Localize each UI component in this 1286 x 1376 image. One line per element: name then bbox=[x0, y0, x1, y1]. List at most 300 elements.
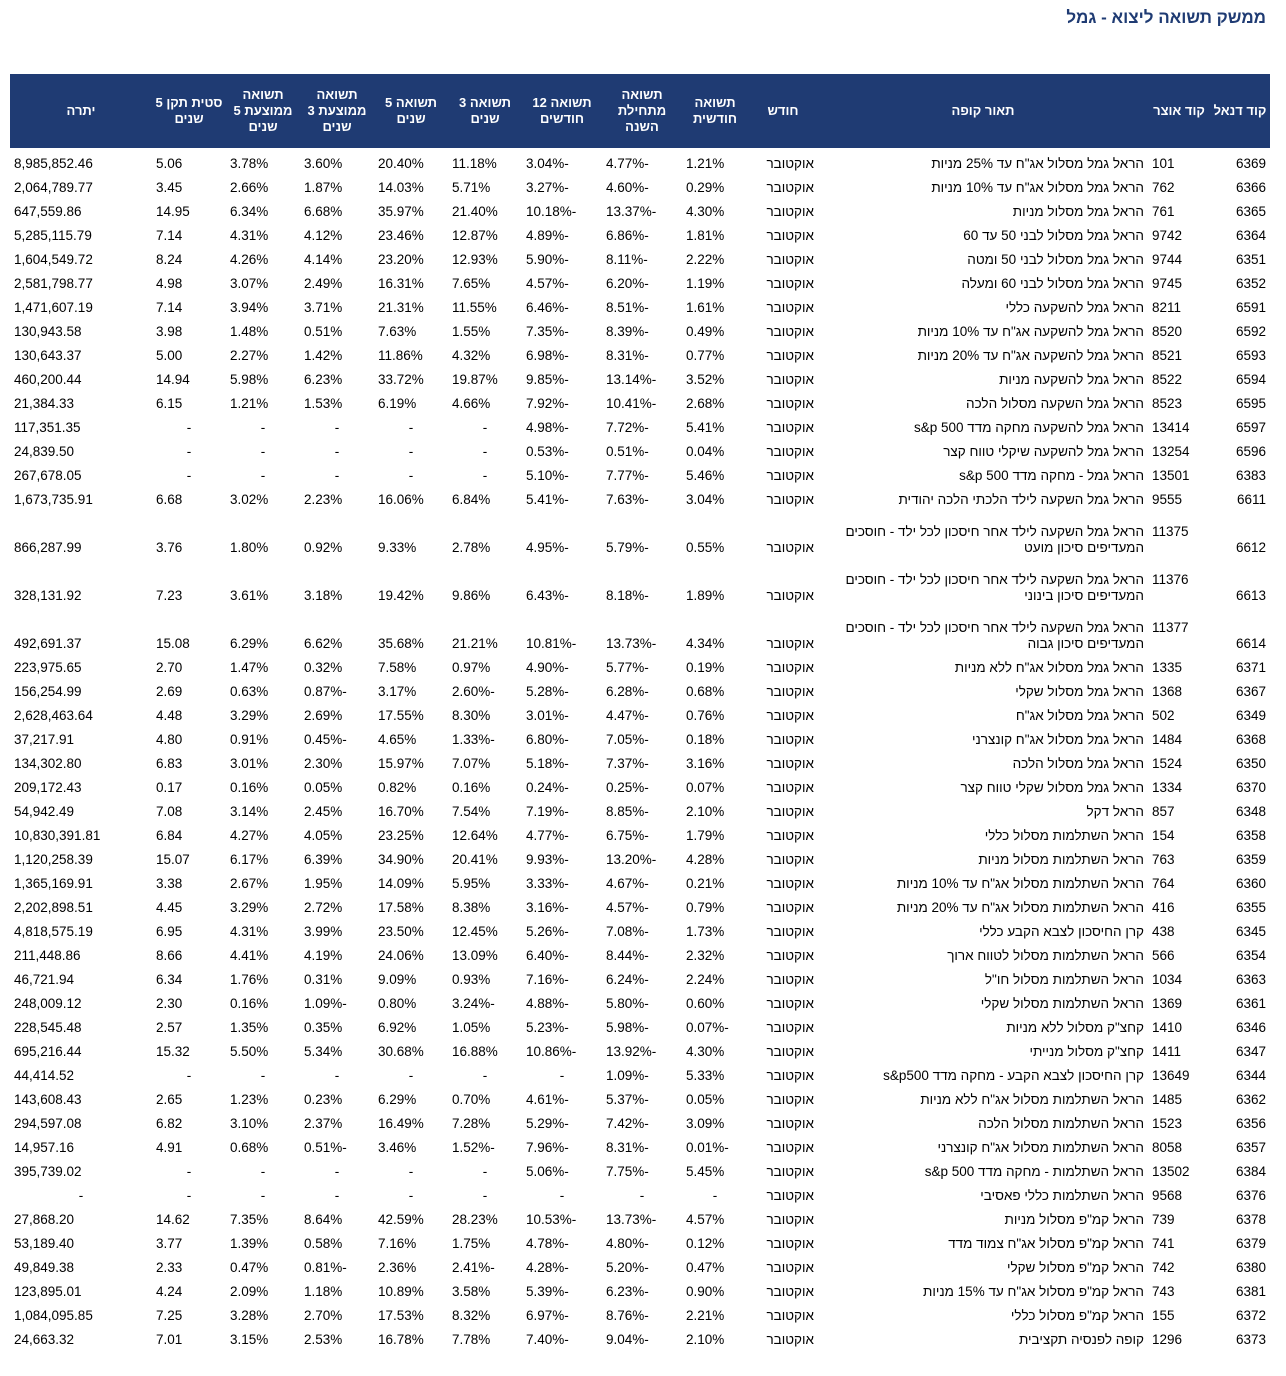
balance-cell: 2,628,463.64 bbox=[14, 708, 93, 723]
return-3y-cell: 12.64% bbox=[452, 828, 498, 843]
fund-description-cell: הראל גמל השקעה לילד אחר חיסכון לכל ילד - חוסכים המעדיפים סיכון בינוני bbox=[845, 572, 1144, 603]
fund-description-cell: הראל השתלמות מסלול חו"ל bbox=[984, 972, 1144, 987]
return-12m-cell: -5.28% bbox=[526, 684, 569, 699]
return-5y-cell: 14.03% bbox=[378, 180, 424, 195]
return-3y-cell: 7.54% bbox=[452, 804, 491, 819]
monthly-return-cell: 0.79% bbox=[686, 900, 725, 915]
month-cell: אוקטובר bbox=[766, 1236, 814, 1251]
monthly-return-cell: 0.07% bbox=[686, 780, 725, 795]
return-12m-cell: -4.28% bbox=[526, 1260, 569, 1275]
avg-return-3y-cell: 4.05% bbox=[304, 828, 343, 843]
ytd-return-cell: -13.14% bbox=[606, 372, 657, 387]
return-3y-cell: 28.23% bbox=[452, 1212, 498, 1227]
avg-return-5y-cell: - bbox=[260, 468, 266, 483]
balance-cell: 53,189.40 bbox=[14, 1236, 75, 1251]
return-12m-cell: -3.33% bbox=[526, 876, 569, 891]
danal-code-cell: 6592 bbox=[1235, 324, 1266, 339]
return-5y-cell: 3.46% bbox=[378, 1140, 417, 1155]
danal-code-cell: 6352 bbox=[1235, 276, 1266, 291]
treasury-code-cell: 1368 bbox=[1152, 684, 1183, 699]
month-cell: אוקטובר bbox=[766, 204, 814, 219]
return-3y-cell: - bbox=[482, 468, 488, 483]
fund-description-cell: הראל קמ"פ מסלול אג"ח צמוד מדד bbox=[948, 1236, 1144, 1251]
monthly-return-cell: 2.21% bbox=[686, 1308, 725, 1323]
danal-code-cell: 6360 bbox=[1235, 876, 1266, 891]
avg-return-5y-cell: 1.35% bbox=[230, 1020, 269, 1035]
return-12m-cell: -6.46% bbox=[526, 300, 569, 315]
balance-cell: 143,608.43 bbox=[14, 1092, 82, 1107]
table-row bbox=[10, 700, 1270, 724]
return-5y-cell: 21.31% bbox=[378, 300, 424, 315]
table-row bbox=[10, 1204, 1270, 1228]
fund-description-cell: הראל גמל מסלול אג"ח עד 10% מניות bbox=[931, 180, 1144, 195]
balance-cell: 328,131.92 bbox=[14, 588, 82, 603]
treasury-code-cell: 857 bbox=[1152, 804, 1175, 819]
stdev-5y-cell: 8.66 bbox=[156, 948, 183, 963]
stdev-5y-cell: 4.24 bbox=[156, 1284, 183, 1299]
return-5y-cell: 2.36% bbox=[378, 1260, 417, 1275]
avg-return-3y-cell: 1.42% bbox=[304, 348, 343, 363]
stdev-5y-cell: 3.77 bbox=[156, 1236, 183, 1251]
avg-return-5y-cell: 0.63% bbox=[230, 684, 269, 699]
avg-return-5y-cell: 3.01% bbox=[230, 756, 269, 771]
danal-code-cell: 6378 bbox=[1235, 1212, 1266, 1227]
return-5y-cell: 9.33% bbox=[378, 540, 417, 555]
fund-description-cell: קחצ"ק מסלול מנייתי bbox=[1029, 1044, 1144, 1059]
monthly-return-cell: 1.73% bbox=[686, 924, 725, 939]
return-5y-cell: 17.58% bbox=[378, 900, 424, 915]
table-row bbox=[10, 148, 1270, 172]
monthly-return-cell: 4.34% bbox=[686, 636, 725, 651]
treasury-code-cell: 764 bbox=[1152, 876, 1175, 891]
return-3y-cell: 8.38% bbox=[452, 900, 491, 915]
month-cell: אוקטובר bbox=[766, 1020, 814, 1035]
fund-description-cell: קרן החיסכון לצבא הקבע כללי bbox=[979, 924, 1144, 939]
balance-cell: 647,559.86 bbox=[14, 204, 82, 219]
ytd-return-cell: -9.04% bbox=[606, 1332, 649, 1347]
table-row bbox=[10, 172, 1270, 196]
table-row bbox=[10, 220, 1270, 244]
month-cell: אוקטובר bbox=[766, 684, 814, 699]
avg-return-3y-cell: 2.37% bbox=[304, 1116, 343, 1131]
monthly-return-cell: 0.04% bbox=[686, 444, 725, 459]
fund-description-cell: הראל קמ"פ מסלול מניות bbox=[1004, 1212, 1144, 1227]
avg-return-5y-cell: 0.16% bbox=[230, 780, 269, 795]
monthly-return-cell: - bbox=[712, 1188, 718, 1203]
return-12m-cell: -6.40% bbox=[526, 948, 569, 963]
return-12m-cell: -5.41% bbox=[526, 492, 569, 507]
page-title: ממשק תשואה ליצוא - גמל bbox=[1066, 8, 1266, 27]
monthly-return-cell: 0.77% bbox=[686, 348, 725, 363]
avg-return-5y-cell: 3.07% bbox=[230, 276, 269, 291]
treasury-code-cell: 1524 bbox=[1152, 756, 1183, 771]
fund-description-cell: הראל השתלמות מסלול אג"ח קונצרני bbox=[937, 1140, 1144, 1155]
avg-return-3y-cell: 2.72% bbox=[304, 900, 343, 915]
return-12m-cell: -9.93% bbox=[526, 852, 569, 867]
fund-description-cell: הראל גמל להשקעה שיקלי טווח קצר bbox=[943, 444, 1144, 459]
return-3y-cell: 11.55% bbox=[452, 300, 497, 315]
return-5y-cell: 10.89% bbox=[378, 1284, 424, 1299]
fund-description-cell: הראל קמ"פ מסלול אג"ח עד 15% מניות bbox=[923, 1284, 1144, 1299]
balance-cell: 14,957.16 bbox=[14, 1140, 75, 1155]
danal-code-cell: 6614 bbox=[1235, 636, 1266, 651]
stdev-5y-cell: 7.14 bbox=[156, 228, 183, 243]
treasury-code-cell: 13502 bbox=[1152, 1164, 1190, 1179]
month-cell: אוקטובר bbox=[766, 348, 814, 363]
month-cell: אוקטובר bbox=[766, 948, 814, 963]
ytd-return-cell: -8.31% bbox=[606, 348, 649, 363]
fund-description-cell: הראל גמל מסלול לבני 50 ומטה bbox=[967, 252, 1144, 267]
fund-description-cell: קרן החיסכון לצבא הקבע - מחקה מדד s&p500 bbox=[883, 1068, 1144, 1083]
return-3y-cell: 4.32% bbox=[452, 348, 491, 363]
return-5y-cell: 24.06% bbox=[378, 948, 424, 963]
avg-return-5y-cell: 1.21% bbox=[230, 396, 269, 411]
ytd-return-cell: -4.60% bbox=[606, 180, 649, 195]
fund-description-cell: הראל גמל מסלול אג"ח ללא מניות bbox=[954, 660, 1144, 675]
ytd-return-cell: -5.37% bbox=[606, 1092, 649, 1107]
monthly-return-cell: 0.05% bbox=[686, 1092, 725, 1107]
stdev-5y-cell: 6.34 bbox=[156, 972, 183, 987]
ytd-return-cell: -1.09% bbox=[606, 1068, 649, 1083]
return-12m-cell: -4.89% bbox=[526, 228, 569, 243]
monthly-return-cell: 3.52% bbox=[686, 372, 725, 387]
month-cell: אוקטובר bbox=[766, 324, 814, 339]
return-5y-cell: 35.68% bbox=[378, 636, 424, 651]
balance-cell: 294,597.08 bbox=[14, 1116, 82, 1131]
table-row bbox=[10, 964, 1270, 988]
return-3y-cell: 1.55% bbox=[452, 324, 491, 339]
balance-cell: 8,985,852.46 bbox=[14, 156, 93, 171]
balance-cell: 27,868.20 bbox=[14, 1212, 75, 1227]
fund-description-cell: הראל גמל מסלול שקלי bbox=[1015, 684, 1144, 699]
return-12m-cell: -5.10% bbox=[526, 468, 569, 483]
stdev-5y-cell: - bbox=[186, 420, 192, 435]
fund-description-cell: הראל גמל - מחקה מדד s&p 500 bbox=[959, 468, 1144, 483]
month-cell: אוקטובר bbox=[766, 1260, 814, 1275]
fund-description-cell: הראל השתלמות מסלול מניות bbox=[978, 852, 1144, 867]
avg-return-3y-cell: -1.09% bbox=[304, 996, 347, 1011]
header-avg-3y-return: תשואה ממוצעת 3 שנים bbox=[300, 74, 374, 148]
monthly-return-cell: 0.76% bbox=[686, 708, 725, 723]
month-cell: אוקטובר bbox=[766, 444, 814, 459]
table-row bbox=[10, 268, 1270, 292]
return-3y-cell: 1.05% bbox=[452, 1020, 491, 1035]
month-cell: אוקטובר bbox=[766, 660, 814, 675]
month-cell: אוקטובר bbox=[766, 972, 814, 987]
return-3y-cell: 7.28% bbox=[452, 1116, 491, 1131]
return-5y-cell: - bbox=[408, 420, 414, 435]
stdev-5y-cell: 7.25 bbox=[156, 1308, 183, 1323]
month-cell: אוקטובר bbox=[766, 1164, 814, 1179]
month-cell: אוקטובר bbox=[766, 780, 814, 795]
fund-description-cell: הראל גמל להשקעה מחקה מדד s&p 500 bbox=[913, 420, 1144, 435]
ytd-return-cell: -8.18% bbox=[606, 588, 649, 603]
balance-cell: 267,678.05 bbox=[14, 468, 82, 483]
month-cell: אוקטובר bbox=[766, 180, 814, 195]
ytd-return-cell: -13.20% bbox=[606, 852, 657, 867]
treasury-code-cell: 438 bbox=[1152, 924, 1175, 939]
avg-return-3y-cell: 2.49% bbox=[304, 276, 343, 291]
balance-cell: 54,942.49 bbox=[14, 804, 75, 819]
danal-code-cell: 6379 bbox=[1235, 1236, 1266, 1251]
balance-cell: 211,448.86 bbox=[14, 948, 81, 963]
stdev-5y-cell: 3.76 bbox=[156, 540, 183, 555]
month-cell: אוקטובר bbox=[766, 852, 814, 867]
avg-return-5y-cell: - bbox=[260, 1188, 266, 1203]
stdev-5y-cell: 4.80 bbox=[156, 732, 183, 747]
avg-return-3y-cell: -0.81% bbox=[304, 1260, 347, 1275]
return-5y-cell: 17.55% bbox=[378, 708, 424, 723]
avg-return-3y-cell: 1.18% bbox=[304, 1284, 343, 1299]
danal-code-cell: 6384 bbox=[1235, 1164, 1266, 1179]
header-5y-return: תשואה 5 שנים bbox=[374, 74, 448, 148]
monthly-return-cell: 1.21% bbox=[686, 156, 725, 171]
ytd-return-cell: -8.51% bbox=[606, 300, 649, 315]
balance-cell: 134,302.80 bbox=[14, 756, 82, 771]
treasury-code-cell: 9742 bbox=[1152, 228, 1183, 243]
danal-code-cell: 6361 bbox=[1235, 996, 1266, 1011]
month-cell: אוקטובר bbox=[766, 756, 814, 771]
return-3y-cell: 3.58% bbox=[452, 1284, 491, 1299]
month-cell: אוקטובר bbox=[766, 252, 814, 267]
avg-return-3y-cell: 2.70% bbox=[304, 1308, 343, 1323]
return-3y-cell: 5.95% bbox=[452, 876, 491, 891]
return-12m-cell: -7.19% bbox=[526, 804, 569, 819]
stdev-5y-cell: 5.00 bbox=[156, 348, 183, 363]
month-cell: אוקטובר bbox=[766, 228, 814, 243]
avg-return-5y-cell: 4.26% bbox=[230, 252, 269, 267]
fund-description-cell: הראל השתלמות מסלול אג"ח עד 20% מניות bbox=[896, 900, 1144, 915]
avg-return-5y-cell: 3.15% bbox=[230, 1332, 269, 1347]
return-3y-cell: 8.30% bbox=[452, 708, 491, 723]
balance-cell: 228,545.48 bbox=[14, 1020, 82, 1035]
avg-return-5y-cell: 5.98% bbox=[230, 372, 269, 387]
avg-return-3y-cell: 3.18% bbox=[304, 588, 343, 603]
monthly-return-cell: 0.47% bbox=[686, 1260, 725, 1275]
treasury-code-cell: 1485 bbox=[1152, 1092, 1183, 1107]
avg-return-5y-cell: - bbox=[260, 420, 266, 435]
ytd-return-cell: -5.80% bbox=[606, 996, 649, 1011]
table-row bbox=[10, 1228, 1270, 1252]
avg-return-3y-cell: - bbox=[334, 1164, 340, 1179]
avg-return-5y-cell: 3.10% bbox=[230, 1116, 269, 1131]
fund-description-cell: הראל גמל מסלול שקלי טווח קצר bbox=[960, 780, 1144, 795]
ytd-return-cell: -4.77% bbox=[606, 156, 649, 171]
stdev-5y-cell: 2.30 bbox=[156, 996, 183, 1011]
danal-code-cell: 6591 bbox=[1235, 300, 1266, 315]
header-avg-5y-return: תשואה ממוצעת 5 שנים bbox=[226, 74, 300, 148]
stdev-5y-cell: 4.48 bbox=[156, 708, 183, 723]
treasury-code-cell: 13649 bbox=[1152, 1068, 1190, 1083]
table-row bbox=[10, 1276, 1270, 1300]
treasury-code-cell: 8521 bbox=[1152, 348, 1183, 363]
table-row bbox=[10, 316, 1270, 340]
avg-return-5y-cell: 1.48% bbox=[230, 324, 269, 339]
ytd-return-cell: -8.11% bbox=[606, 252, 648, 267]
return-12m-cell: -4.90% bbox=[526, 660, 569, 675]
danal-code-cell: 6613 bbox=[1235, 588, 1266, 603]
avg-return-5y-cell: - bbox=[260, 1068, 266, 1083]
return-12m-cell: -7.96% bbox=[526, 1140, 569, 1155]
table-row bbox=[10, 460, 1270, 484]
ytd-return-cell: -4.57% bbox=[606, 900, 649, 915]
table-row bbox=[10, 412, 1270, 436]
table-row bbox=[10, 484, 1270, 508]
stdev-5y-cell: 2.69 bbox=[156, 684, 183, 699]
return-5y-cell: 16.70% bbox=[378, 804, 424, 819]
ytd-return-cell: -13.73% bbox=[606, 636, 657, 651]
return-3y-cell: -2.60% bbox=[452, 684, 495, 699]
month-cell: אוקטובר bbox=[766, 828, 814, 843]
stdev-5y-cell: 4.91 bbox=[156, 1140, 183, 1155]
header-3y-return: תשואה 3 שנים bbox=[448, 74, 522, 148]
avg-return-3y-cell: 5.34% bbox=[304, 1044, 343, 1059]
ytd-return-cell: -4.47% bbox=[606, 708, 649, 723]
avg-return-5y-cell: 3.29% bbox=[230, 900, 269, 915]
treasury-code-cell: 566 bbox=[1152, 948, 1175, 963]
ytd-return-cell: -5.79% bbox=[606, 540, 649, 555]
header-treasury-code: קוד אוצר bbox=[1148, 74, 1210, 148]
danal-code-cell: 6381 bbox=[1235, 1284, 1266, 1299]
treasury-code-cell: 13414 bbox=[1152, 420, 1190, 435]
monthly-return-cell: 0.19% bbox=[686, 660, 725, 675]
stdev-5y-cell: 4.45 bbox=[156, 900, 183, 915]
treasury-code-cell: 743 bbox=[1152, 1284, 1175, 1299]
fund-description-cell: הראל גמל מסלול לבני 50 עד 60 bbox=[963, 228, 1144, 243]
avg-return-3y-cell: 0.31% bbox=[304, 972, 343, 987]
avg-return-5y-cell: 6.29% bbox=[230, 636, 269, 651]
return-3y-cell: -1.52% bbox=[452, 1140, 495, 1155]
month-cell: אוקטובר bbox=[766, 468, 814, 483]
avg-return-5y-cell: - bbox=[260, 444, 266, 459]
avg-return-5y-cell: 0.16% bbox=[230, 996, 269, 1011]
avg-return-3y-cell: 2.53% bbox=[304, 1332, 343, 1347]
danal-code-cell: 6596 bbox=[1235, 444, 1266, 459]
treasury-code-cell: 1335 bbox=[1152, 660, 1183, 675]
table-row bbox=[10, 1084, 1270, 1108]
monthly-return-cell: 4.30% bbox=[686, 1044, 725, 1059]
table-row bbox=[10, 1036, 1270, 1060]
return-3y-cell: 2.78% bbox=[452, 540, 491, 555]
return-12m-cell: -4.77% bbox=[526, 828, 569, 843]
monthly-return-cell: 5.41% bbox=[686, 420, 725, 435]
avg-return-5y-cell: 3.61% bbox=[230, 588, 269, 603]
ytd-return-cell: -8.31% bbox=[606, 1140, 649, 1155]
balance-cell: 223,975.65 bbox=[14, 660, 82, 675]
return-5y-cell: - bbox=[408, 1164, 414, 1179]
return-3y-cell: 1.75% bbox=[452, 1236, 491, 1251]
month-cell: אוקטובר bbox=[766, 636, 814, 651]
table-body bbox=[10, 148, 1270, 1348]
avg-return-3y-cell: 3.60% bbox=[304, 156, 343, 171]
stdev-5y-cell: 3.98 bbox=[156, 324, 183, 339]
month-cell: אוקטובר bbox=[766, 1284, 814, 1299]
ytd-return-cell: -0.51% bbox=[606, 444, 649, 459]
balance-cell: 123,895.01 bbox=[14, 1284, 82, 1299]
avg-return-3y-cell: -0.87% bbox=[304, 684, 347, 699]
stdev-5y-cell: 3.38 bbox=[156, 876, 183, 891]
ytd-return-cell: -7.72% bbox=[606, 420, 649, 435]
treasury-code-cell: 1410 bbox=[1152, 1020, 1183, 1035]
return-12m-cell: -7.16% bbox=[526, 972, 569, 987]
avg-return-3y-cell: 0.35% bbox=[304, 1020, 343, 1035]
month-cell: אוקטובר bbox=[766, 1044, 814, 1059]
avg-return-5y-cell: 3.14% bbox=[230, 804, 269, 819]
ytd-return-cell: -7.08% bbox=[606, 924, 649, 939]
return-5y-cell: 35.97% bbox=[378, 204, 424, 219]
balance-cell: 156,254.99 bbox=[14, 684, 82, 699]
balance-cell: 2,064,789.77 bbox=[14, 180, 93, 195]
return-5y-cell: 42.59% bbox=[378, 1212, 424, 1227]
return-12m-cell: -4.78% bbox=[526, 1236, 569, 1251]
monthly-return-cell: 4.57% bbox=[686, 1212, 725, 1227]
header-month: חודש bbox=[748, 74, 818, 148]
monthly-return-cell: 0.55% bbox=[686, 540, 725, 555]
fund-description-cell: הראל גמל להשקעה מניות bbox=[999, 372, 1144, 387]
danal-code-cell: 6365 bbox=[1235, 204, 1266, 219]
ytd-return-cell: - bbox=[639, 1188, 645, 1203]
stdev-5y-cell: 6.95 bbox=[156, 924, 183, 939]
return-3y-cell: 16.88% bbox=[452, 1044, 498, 1059]
balance-cell: 46,721.94 bbox=[14, 972, 75, 987]
ytd-return-cell: -5.98% bbox=[606, 1020, 649, 1035]
return-12m-cell: -6.43% bbox=[526, 588, 569, 603]
treasury-code-cell: 8211 bbox=[1152, 300, 1182, 315]
fund-description-cell: הראל גמל מסלול מניות bbox=[1012, 204, 1144, 219]
avg-return-5y-cell: 1.76% bbox=[230, 972, 269, 987]
monthly-return-cell: 3.04% bbox=[686, 492, 725, 507]
return-5y-cell: 16.78% bbox=[378, 1332, 424, 1347]
stdev-5y-cell: 0.17 bbox=[156, 780, 183, 795]
danal-code-cell: 6358 bbox=[1235, 828, 1266, 843]
monthly-return-cell: 5.46% bbox=[686, 468, 725, 483]
return-12m-cell: -5.90% bbox=[526, 252, 569, 267]
return-12m-cell: -5.26% bbox=[526, 924, 569, 939]
avg-return-5y-cell: 1.39% bbox=[230, 1236, 269, 1251]
danal-code-cell: 6350 bbox=[1235, 756, 1266, 771]
return-5y-cell: - bbox=[408, 1188, 414, 1203]
return-3y-cell: 21.21% bbox=[452, 636, 498, 651]
balance-cell: 24,663.32 bbox=[14, 1332, 75, 1347]
return-3y-cell: 7.07% bbox=[452, 756, 491, 771]
return-3y-cell: 0.70% bbox=[452, 1092, 491, 1107]
avg-return-5y-cell: 2.09% bbox=[230, 1284, 269, 1299]
fund-description-cell: הראל גמל השקעה לילד הלכתי הלכה יהודית bbox=[898, 492, 1144, 507]
danal-code-cell: 6364 bbox=[1235, 228, 1266, 243]
ytd-return-cell: -6.75% bbox=[606, 828, 649, 843]
stdev-5y-cell: 7.23 bbox=[156, 588, 183, 603]
stdev-5y-cell: 3.45 bbox=[156, 180, 183, 195]
avg-return-5y-cell: 3.02% bbox=[230, 492, 269, 507]
danal-code-cell: 6370 bbox=[1235, 780, 1266, 795]
monthly-return-cell: -0.07% bbox=[686, 1020, 729, 1035]
avg-return-5y-cell: 1.23% bbox=[230, 1092, 269, 1107]
month-cell: אוקטובר bbox=[766, 1188, 814, 1203]
return-12m-cell: -5.06% bbox=[526, 1164, 569, 1179]
month-cell: אוקטובר bbox=[766, 276, 814, 291]
table-row bbox=[10, 844, 1270, 868]
ytd-return-cell: -6.23% bbox=[606, 1284, 649, 1299]
monthly-return-cell: 0.29% bbox=[686, 180, 725, 195]
month-cell: אוקטובר bbox=[766, 900, 814, 915]
avg-return-5y-cell: 4.31% bbox=[230, 924, 269, 939]
return-5y-cell: 6.29% bbox=[378, 1092, 417, 1107]
return-5y-cell: 16.31% bbox=[378, 276, 424, 291]
danal-code-cell: 6611 bbox=[1236, 492, 1266, 507]
danal-code-cell: 6376 bbox=[1235, 1188, 1266, 1203]
month-cell: אוקטובר bbox=[766, 924, 814, 939]
month-cell: אוקטובר bbox=[766, 492, 814, 507]
